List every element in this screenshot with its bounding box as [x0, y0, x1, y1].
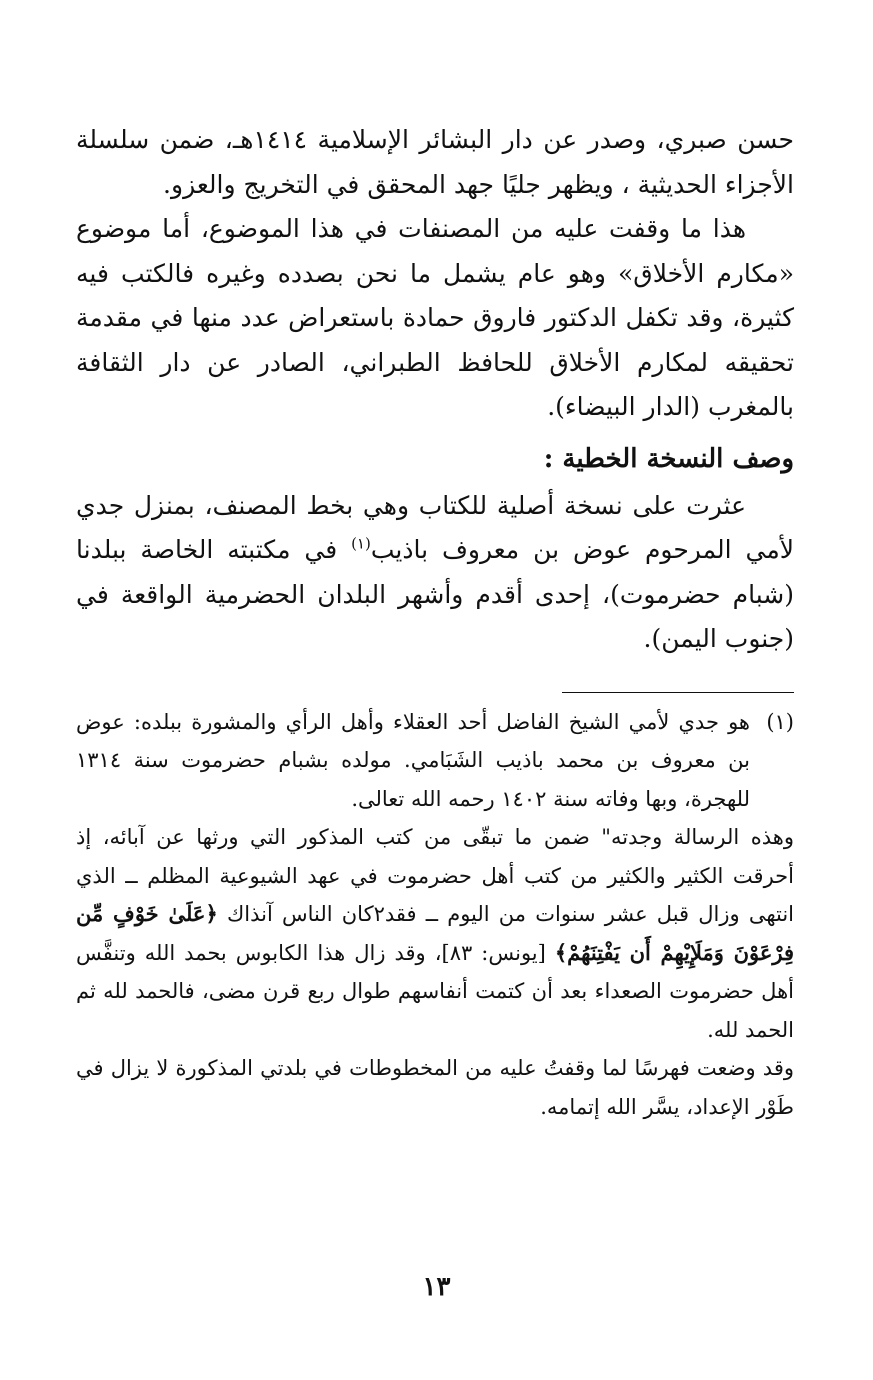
footnote-1-number: (١) — [766, 709, 794, 734]
paragraph-3-text-b: في مكتبته الخاصة ببلدنا (شبام حضرموت)، إحدى أقدم وأشهر البلدان الحضرمية الواقعة في (جنوب اليمن). — [76, 535, 794, 653]
paragraph-3-text-a: عثرت على نسخة أصلية للكتاب وهي بخط المصنف، بمنزل جدي لأمي المرحوم عوض بن معروف باذيب — [76, 490, 794, 564]
footnote-paragraph-2-text-b: [يونس: ٨٣]، وقد زال هذا الكابوس بحمد الله وتنفَّس أهل حضرموت الصعداء بعد أن كتمت أنفاسهم طوال ربع قرن مضى، فالحمد لله ثم الحمد لله. — [76, 940, 794, 1042]
footnote-separator — [562, 692, 794, 693]
footnote-1-text: هو جدي لأمي الشيخ الفاضل أحد العقلاء وأهل الرأي والمشورة ببلده: عوض بن معروف بن محمد باذيب الشَبَامي. مولده بشبام حضرموت سنة ١٣١٤ للهجرة، وبها وفاته سنة ١٤٠٢ رحمه الله تعالى. — [76, 709, 750, 811]
footnote-reference: (١) — [351, 534, 371, 553]
footnotes — [76, 703, 794, 1127]
quran-verse: ﴿عَلَىٰ خَوْفٍ مِّن فِرْعَوْنَ وَمَلَإِيْهِمْ أَن يَفْتِنَهُمْ﴾ — [76, 901, 794, 965]
paragraph-2: هذا ما وقفت عليه من المصنفات في هذا الموضوع، أما موضوع «مكارم الأخلاق» وهو عام يشمل ما نحن بصدده وغيره فالكتب فيه كثيرة، وقد تكفل الدكتور فاروق حمادة باستعراض عدد منها في مقدمة تحقيقه لمكارم الأخلاق للحافظ الطبراني، الصادر عن دار الثقافة بالمغرب (الدار البيضاء). — [76, 214, 794, 421]
section-heading: وصف النسخة الخطية : — [543, 443, 794, 474]
body-text — [76, 118, 794, 662]
footnote-paragraph-3: وقد وضعت فهرسًا لما وقفتُ عليه من المخطوطات في بلدتي المذكورة لا يزال في طَوْر الإعداد، يسَّر الله إتمامه. — [76, 1056, 794, 1119]
footnote-paragraph-2-text-a: وهذه الرسالة وجدته" ضمن ما تبقّى من كتب المذكور التي ورثها عن آبائه، إذ أحرقت الكثير والكثير من كتب أهل حضرموت في عهد الشيوعية المظلم ــ الذي انتهى وزال قبل عشر سنوات من اليوم ــ فقد٢كان الناس آنذاك — [76, 825, 795, 926]
footnote-paragraph-2 — [76, 818, 794, 1049]
page-number: ١٣ — [422, 1272, 451, 1302]
paragraph-1: حسن صبري، وصدر عن دار البشائر الإسلامية ١٤١٤هـ، ضمن سلسلة الأجزاء الحديثية ، ويظهر جليًا جهد المحقق في التخريج والعزو. — [76, 125, 794, 199]
footnote-1 — [76, 703, 794, 819]
paragraph-3 — [76, 484, 794, 662]
document-page — [76, 118, 794, 1126]
